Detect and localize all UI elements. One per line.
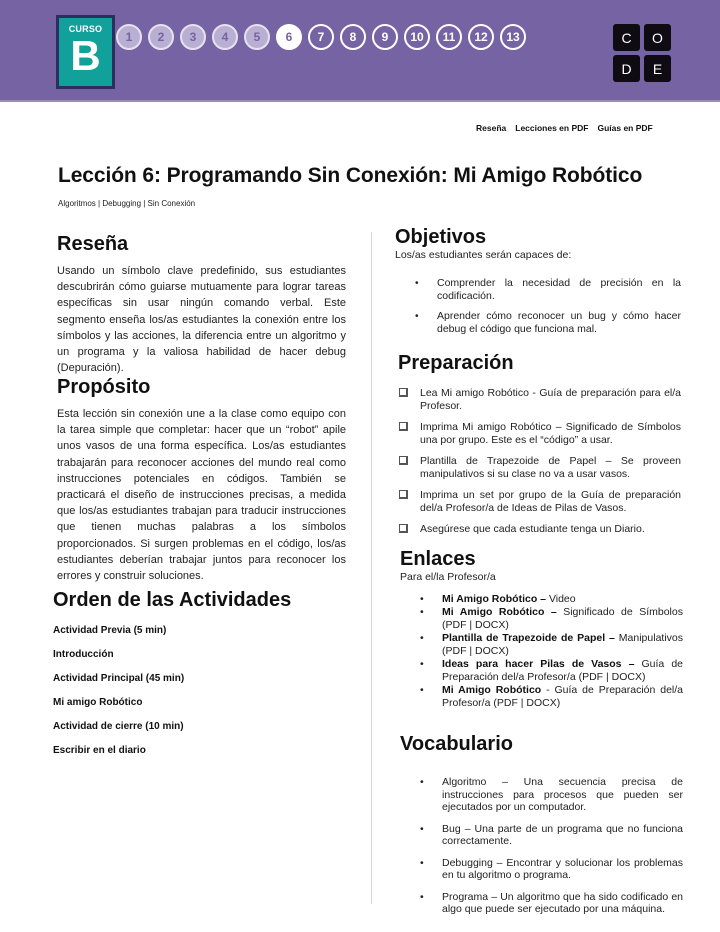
section-orden	[53, 589, 353, 756]
activity-item: Actividad Previa (5 min)	[53, 625, 167, 636]
lesson-8-button[interactable]: 8	[340, 24, 366, 50]
objetivos-subtitle: Los/as estudiantes serán capaces de:	[395, 249, 572, 261]
section-proposito	[57, 376, 346, 584]
link-desc: Video	[546, 593, 576, 605]
objective-item: • Aprender cómo reconocer un bug y cómo hacer debug el código que funciona mal.	[415, 310, 681, 336]
vocab-item: • Debugging – Encontrar y solucionar los problemas en tu algoritmo o programa.	[420, 857, 683, 882]
link-title: Plantilla de Trapezoide de Papel –	[442, 632, 615, 644]
lesson-7-button[interactable]: 7	[308, 24, 334, 50]
activity-item: Escribir en el diario	[53, 745, 146, 756]
course-badge[interactable]	[56, 15, 115, 89]
code-logo[interactable]	[613, 24, 671, 82]
link-desc: Significado de Símbolos (PDF | DOCX)	[442, 606, 683, 631]
activity-item: Introducción	[53, 649, 114, 660]
lesson-4-button[interactable]: 4	[212, 24, 238, 50]
course-header	[0, 0, 720, 102]
activity-item: Mi amigo Robótico	[53, 697, 143, 708]
link-title: Mi Amigo Robótico –	[442, 593, 547, 605]
section-objetivos	[395, 226, 681, 343]
logo-tile-d: D	[613, 55, 640, 82]
prep-item-text: Imprima un set por grupo de la Guía de preparación del/a Profesor/a de Ideas de Pilas de Vasos.	[420, 489, 681, 514]
heading-resena: Reseña	[57, 233, 129, 255]
lesson-nav	[116, 24, 526, 50]
link-guias-pdf[interactable]: Guías en PDF	[597, 123, 653, 133]
top-links	[476, 123, 653, 133]
page-title: Lección 6: Programando Sin Conexión: Mi Amigo Robótico	[58, 164, 643, 187]
link-item[interactable]	[420, 632, 683, 658]
lesson-12-button[interactable]: 12	[468, 24, 494, 50]
link-lecciones-pdf[interactable]: Lecciones en PDF	[515, 123, 589, 133]
lesson-5-button[interactable]: 5	[244, 24, 270, 50]
link-item[interactable]	[420, 606, 683, 632]
checkbox-icon	[399, 490, 408, 499]
logo-tile-c: C	[613, 24, 640, 51]
lesson-9-button[interactable]: 9	[372, 24, 398, 50]
enlaces-subtitle: Para el/la Profesor/a	[400, 571, 496, 583]
link-title: Mi Amigo Robótico	[442, 684, 542, 696]
link-resena[interactable]: Reseña	[476, 123, 507, 133]
link-desc: Guía de Preparación del/a Profesor/a (PDF | DOCX)	[442, 658, 683, 683]
prep-item-text: Imprima Mi amigo Robótico – Significado de Símbolos una por grupo. Este es el “código” a usar.	[420, 421, 681, 446]
logo-tile-e: E	[644, 55, 671, 82]
vocab-item: • Bug – Una parte de un programa que no funciona correctamente.	[420, 823, 683, 848]
link-item[interactable]	[420, 658, 683, 684]
activity-item: Actividad Principal (45 min)	[53, 673, 185, 684]
prep-item	[398, 421, 681, 447]
section-enlaces	[400, 548, 683, 710]
prep-item	[398, 455, 681, 481]
heading-objetivos: Objetivos	[395, 226, 487, 248]
prep-item-text: Asegúrese que cada estudiante tenga un Diario.	[420, 523, 645, 535]
prep-item	[398, 387, 681, 413]
prep-item	[398, 523, 681, 536]
link-item[interactable]	[420, 593, 683, 606]
link-desc: - Guía de Preparación del/a Profesor/a (PDF | DOCX)	[442, 684, 683, 709]
activity-item: Actividad de cierre (10 min)	[53, 721, 184, 732]
lesson-10-button[interactable]: 10	[404, 24, 430, 50]
prep-item-text: Plantilla de Trapezoide de Papel – Se proveen manipulativos si su clase no va a usar vasos.	[420, 455, 681, 480]
vocab-item: • Algoritmo – Una secuencia precisa de instrucciones para procesos que pueden ser ejecutados por un computador.	[420, 776, 683, 814]
course-label: CURSO	[68, 24, 103, 34]
link-desc: Manipulativos (PDF | DOCX)	[442, 632, 683, 657]
lesson-tags: Algoritmos | Debugging | Sin Conexión	[58, 199, 196, 208]
section-resena	[57, 233, 346, 376]
lesson-3-button[interactable]: 3	[180, 24, 206, 50]
checkbox-icon	[399, 524, 408, 533]
lesson-13-button[interactable]: 13	[500, 24, 526, 50]
section-vocabulario	[400, 733, 683, 925]
lesson-1-button[interactable]: 1	[116, 24, 142, 50]
heading-orden: Orden de las Actividades	[53, 589, 292, 611]
objective-item: • Comprender la necesidad de precisión en la codificación.	[415, 277, 681, 303]
resena-text: Usando un símbolo clave predefinido, sus estudiantes descubrirán cómo guiarse mutuamente para lograr tareas específicas sin usar ningún comando verbal. Este segmento enseña los/as estudiantes la conexión entre los símbolos y las acciones, la diferencia entre un algoritmo y un programa y la valiosa habilidad de hacer debug (Depuración).	[57, 265, 346, 375]
heading-proposito: Propósito	[57, 376, 151, 398]
lesson-6-button[interactable]: 6	[276, 24, 302, 50]
heading-enlaces: Enlaces	[400, 548, 476, 570]
heading-vocabulario: Vocabulario	[400, 733, 513, 755]
link-item[interactable]	[420, 684, 683, 710]
link-title: Mi Amigo Robótico –	[442, 606, 557, 618]
logo-tile-o: O	[644, 24, 671, 51]
vocab-item: • Programa – Un algoritmo que ha sido codificado en algo que puede ser ejecutado por una máquina.	[420, 891, 683, 916]
course-letter: B	[70, 32, 101, 79]
lesson-11-button[interactable]: 11	[436, 24, 462, 50]
prep-item-text: Lea Mi amigo Robótico - Guía de preparación para el/a Profesor.	[420, 387, 681, 412]
link-title: Ideas para hacer Pilas de Vasos –	[442, 658, 635, 670]
checkbox-icon	[399, 388, 408, 397]
lesson-2-button[interactable]: 2	[148, 24, 174, 50]
heading-preparacion: Preparación	[398, 352, 514, 374]
proposito-text: Esta lección sin conexión une a la clase como equipo con la tarea simple que completar: hacer que un “robot” apile unos vasos de una forma específica. Los/as estudiantes trabajarán para reconocer acciones del mundo real como instrucciones potenciales en códigos. También se practicará el diseño de instrucciones precisas, a medida que los/as estudiantes trabajan para traducir instrucciones que tienen muchas palabras a los símbolos proporcionados. Si surgen problemas en el código, los/as estudiantes deberían trabajar juntos para reconocer los errores y construir soluciones.	[57, 408, 346, 583]
section-preparacion	[398, 352, 681, 544]
checkbox-icon	[399, 456, 408, 465]
column-divider	[371, 232, 372, 904]
prep-item	[398, 489, 681, 515]
checkbox-icon	[399, 422, 408, 431]
